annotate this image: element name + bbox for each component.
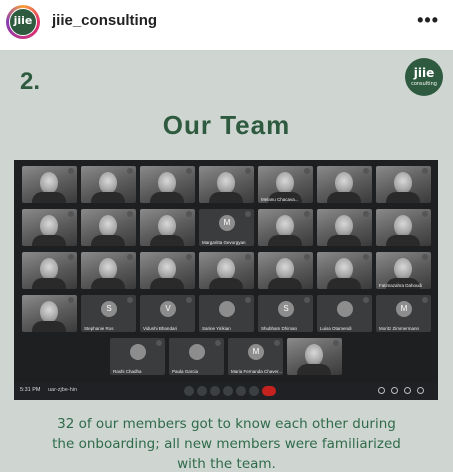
participant-tile	[81, 209, 136, 246]
mic-muted-icon	[68, 211, 74, 217]
mic-muted-icon	[363, 254, 369, 260]
meeting-toolbar	[14, 382, 438, 400]
participant-video-body	[150, 192, 184, 203]
profile-avatar[interactable]	[6, 5, 40, 39]
participant-tile	[22, 252, 77, 289]
participant-video-body	[91, 192, 125, 203]
mic-muted-icon	[127, 254, 133, 260]
participant-tile	[317, 295, 372, 332]
participant-tile	[22, 209, 77, 246]
video-meeting-screenshot	[14, 160, 438, 400]
participant-video	[305, 344, 323, 366]
mic-muted-icon	[245, 297, 251, 303]
participant-tile	[376, 252, 431, 289]
participant-video-body	[91, 235, 125, 246]
camera-icon[interactable]	[197, 386, 207, 396]
participant-initial	[337, 301, 353, 317]
participant-video-body	[327, 192, 361, 203]
present-icon[interactable]	[223, 386, 233, 396]
participant-name: Moritz Zimmermann	[379, 326, 420, 331]
participant-video-body	[32, 321, 66, 332]
participant-tile	[81, 295, 136, 332]
mic-muted-icon	[422, 297, 428, 303]
participant-tile	[228, 338, 283, 375]
mic-muted-icon	[156, 340, 162, 346]
end-call-icon[interactable]	[262, 386, 276, 396]
participant-initial: M	[219, 215, 235, 231]
participant-name: Luisa Otamendi	[320, 326, 352, 331]
participant-tile	[169, 338, 224, 375]
meeting-code: uar-zjbe-hin	[48, 387, 78, 393]
mic-muted-icon	[215, 340, 221, 346]
mic-muted-icon	[304, 254, 310, 260]
participant-tile	[140, 252, 195, 289]
participant-video	[276, 215, 294, 237]
participant-initial: S	[278, 301, 294, 317]
participant-video	[217, 258, 235, 280]
participant-tile	[287, 338, 342, 375]
captions-icon[interactable]	[210, 386, 220, 396]
participant-tile	[81, 252, 136, 289]
participant-video-body	[386, 192, 420, 203]
more-icon[interactable]	[249, 386, 259, 396]
participant-video-body	[32, 235, 66, 246]
participant-tile	[199, 252, 254, 289]
participant-tile	[199, 166, 254, 203]
participant-name: Rashi Chadha	[113, 369, 142, 374]
participant-video	[99, 258, 117, 280]
mic-muted-icon	[186, 168, 192, 174]
participant-tile	[376, 295, 431, 332]
mic-muted-icon	[245, 168, 251, 174]
mic-muted-icon	[245, 254, 251, 260]
mic-muted-icon	[363, 211, 369, 217]
participant-video	[158, 215, 176, 237]
post-header	[0, 0, 453, 46]
participant-video-body	[268, 278, 302, 289]
mic-muted-icon	[68, 297, 74, 303]
participant-video	[335, 215, 353, 237]
participant-name: Margaritta Gevorgyan	[202, 240, 246, 245]
participant-video-body	[150, 278, 184, 289]
participant-name: Shubham Dhiman	[261, 326, 298, 331]
participant-name: Vidushi Bhandari	[143, 326, 177, 331]
mic-muted-icon	[68, 254, 74, 260]
mic-muted-icon	[68, 168, 74, 174]
participant-name: Fatimazahra Dahoudi	[379, 283, 423, 288]
mic-muted-icon	[304, 168, 310, 174]
participant-video	[99, 172, 117, 194]
participant-tile	[376, 209, 431, 246]
participant-tile	[22, 295, 77, 332]
participant-tile	[199, 295, 254, 332]
caption-line: the onboarding; all new members were familiarized	[52, 436, 401, 452]
participant-name: Sarine Yirikian	[202, 326, 231, 331]
participant-video	[158, 258, 176, 280]
participant-video-body	[268, 235, 302, 246]
participant-initial	[130, 344, 146, 360]
mic-muted-icon	[186, 211, 192, 217]
mic-muted-icon	[127, 168, 133, 174]
mic-muted-icon	[363, 168, 369, 174]
participant-initial: M	[248, 344, 264, 360]
participant-video-body	[32, 278, 66, 289]
participant-video	[40, 215, 58, 237]
participant-video	[394, 172, 412, 194]
participant-video-body	[150, 235, 184, 246]
participant-video	[276, 172, 294, 194]
participant-video-body	[91, 278, 125, 289]
participant-video	[394, 258, 412, 280]
mic-muted-icon	[127, 211, 133, 217]
participant-name: Melanu Chacava...	[261, 197, 299, 202]
brand-logo-subtext: consulting	[411, 81, 437, 87]
mic-muted-icon	[127, 297, 133, 303]
participant-video-body	[327, 235, 361, 246]
mic-muted-icon	[304, 297, 310, 303]
brand-logo-text: jiie	[413, 66, 435, 80]
chat-icon[interactable]	[404, 387, 411, 394]
participant-tile	[317, 252, 372, 289]
slide-number: 2.	[20, 68, 41, 95]
participant-tile	[199, 209, 254, 246]
participant-initial	[189, 344, 205, 360]
participant-video-body	[32, 192, 66, 203]
participant-tile	[317, 209, 372, 246]
participant-video-body	[209, 278, 243, 289]
participant-video	[40, 172, 58, 194]
mic-muted-icon	[422, 168, 428, 174]
participant-video	[394, 215, 412, 237]
participant-tile	[140, 295, 195, 332]
mic-muted-icon	[363, 297, 369, 303]
participant-video-body	[386, 235, 420, 246]
participant-tile	[81, 166, 136, 203]
participant-video-body	[297, 364, 331, 375]
participant-initial	[219, 301, 235, 317]
more-horizontal-icon[interactable]: •••	[417, 10, 439, 30]
participant-video	[40, 258, 58, 280]
participant-video	[99, 215, 117, 237]
participant-initial: S	[101, 301, 117, 317]
participant-video	[335, 172, 353, 194]
participant-tile	[258, 166, 313, 203]
info-icon[interactable]	[378, 387, 385, 394]
meeting-time: 5:31 PM	[20, 387, 41, 393]
participant-tile	[317, 166, 372, 203]
participant-video-body	[209, 192, 243, 203]
participant-video-body	[327, 278, 361, 289]
participant-video	[276, 258, 294, 280]
post-caption	[0, 414, 453, 474]
mic-muted-icon	[422, 254, 428, 260]
activities-icon[interactable]	[417, 387, 424, 394]
participant-tile	[258, 252, 313, 289]
mic-muted-icon	[274, 340, 280, 346]
participant-tile	[140, 209, 195, 246]
participant-initial: V	[160, 301, 176, 317]
brand-logo	[405, 58, 443, 96]
mic-muted-icon	[333, 340, 339, 346]
mic-muted-icon	[186, 254, 192, 260]
caption-line: 32 of our members got to know each other during	[57, 416, 396, 432]
participant-name: Stephanie Ros	[84, 326, 114, 331]
participant-initial: M	[396, 301, 412, 317]
avatar-logo: jiie	[9, 8, 37, 36]
caption-line: with the team.	[177, 456, 276, 472]
participant-video	[335, 258, 353, 280]
mic-muted-icon	[304, 211, 310, 217]
username-link[interactable]: jiie_consulting	[52, 12, 158, 29]
mic-muted-icon	[186, 297, 192, 303]
participant-tile	[258, 209, 313, 246]
participant-tile	[376, 166, 431, 203]
participant-name: Paula Garcia	[172, 369, 199, 374]
participant-video	[40, 301, 58, 323]
mic-muted-icon	[422, 211, 428, 217]
mic-icon[interactable]	[184, 386, 194, 396]
mic-muted-icon	[245, 211, 251, 217]
raise-hand-icon[interactable]	[236, 386, 246, 396]
participant-video	[217, 172, 235, 194]
participant-tile	[258, 295, 313, 332]
participant-tile	[140, 166, 195, 203]
people-icon[interactable]	[391, 387, 398, 394]
participant-tile	[110, 338, 165, 375]
post-title: Our Team	[162, 110, 291, 140]
participant-tile	[22, 166, 77, 203]
participant-video	[158, 172, 176, 194]
participant-name: Maria Fernanda Chaver...	[231, 369, 283, 374]
